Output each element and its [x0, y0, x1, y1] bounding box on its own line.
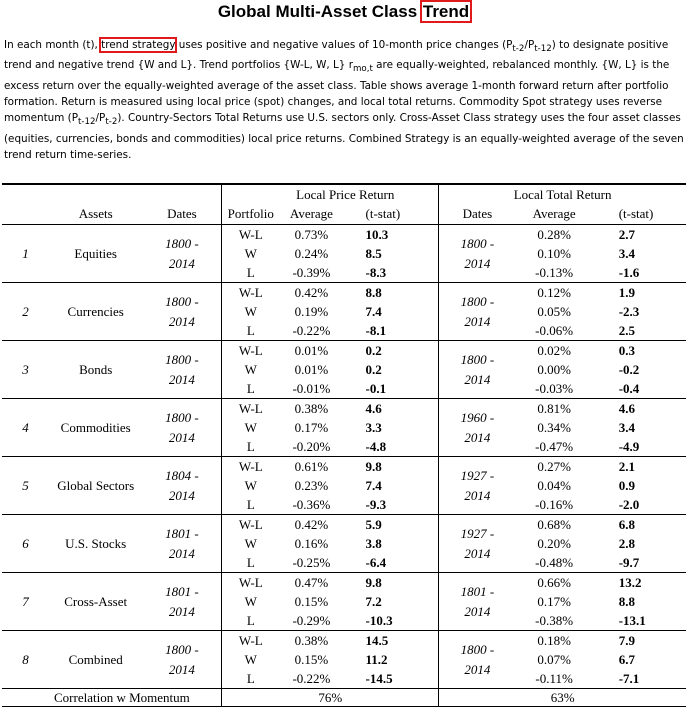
total-average: -0.48% — [535, 554, 574, 570]
price-tstat: 11.2 — [365, 651, 388, 667]
row-number: 4 — [2, 399, 49, 457]
table-row — [2, 631, 686, 651]
portfolio-label: W — [222, 418, 280, 437]
date-start: 1800 - — [165, 351, 199, 367]
asset-name: Cross-Asset — [49, 573, 143, 631]
price-average: 0.73% — [279, 225, 343, 245]
results-table — [2, 183, 686, 707]
asset-name: Bonds — [49, 341, 143, 399]
date-range — [142, 341, 221, 399]
subscript: t-2 — [105, 117, 118, 128]
total-average: -0.13% — [535, 264, 574, 280]
total-tstat: 4.6 — [593, 399, 686, 419]
total-date-range — [439, 341, 516, 399]
intro-highlight: trend strategy — [101, 39, 176, 51]
asset-name: Commodities — [49, 399, 143, 457]
table-header-row — [2, 204, 686, 225]
title-highlight: Trend — [422, 2, 470, 21]
price-tstat: -8.3 — [365, 264, 387, 280]
intro-text: In each month (t), — [4, 39, 102, 51]
portfolio-label: L — [222, 321, 280, 341]
header-tstat: (t-stat) — [365, 206, 401, 221]
price-tstat: -0.1 — [365, 380, 387, 396]
date-start: 1800 - — [460, 351, 495, 367]
total-average: 0.00% — [537, 361, 571, 377]
total-average: -0.16% — [535, 496, 574, 512]
portfolio-label: L — [222, 379, 280, 399]
total-tstat: -13.1 — [618, 612, 646, 628]
price-tstat: 5.9 — [344, 515, 439, 535]
row-number: 6 — [2, 515, 49, 573]
price-tstat: -14.5 — [365, 670, 393, 686]
date-end: 2014 — [168, 313, 195, 329]
date-end: 2014 — [464, 371, 491, 387]
header-portfolio: Portfolio — [222, 204, 280, 225]
total-average: 0.66% — [516, 573, 593, 593]
price-average: -0.01% — [292, 380, 331, 396]
table-row — [2, 399, 686, 419]
date-start: 1800 - — [165, 641, 199, 657]
correlation-price: 76% — [222, 689, 439, 707]
date-end: 2014 — [168, 487, 195, 503]
price-average: 0.47% — [279, 573, 343, 593]
total-tstat: 2.8 — [618, 535, 635, 551]
total-tstat: -2.0 — [618, 496, 640, 512]
price-average: 0.38% — [279, 399, 343, 419]
row-number: 2 — [2, 283, 49, 341]
total-average: 0.27% — [516, 457, 593, 477]
price-average: -0.20% — [292, 438, 331, 454]
total-tstat: -9.7 — [618, 554, 640, 570]
date-start: 1960 - — [460, 409, 495, 425]
total-date-range — [439, 515, 516, 573]
portfolio-label: W-L — [222, 399, 280, 419]
intro-text: uses positive and negative values of 10-month price changes (P — [175, 39, 513, 51]
date-start: 1800 - — [165, 409, 199, 425]
date-end: 2014 — [168, 603, 195, 619]
date-range — [142, 399, 221, 457]
asset-name: Combined — [49, 631, 143, 689]
date-range — [142, 631, 221, 689]
total-tstat: 2.7 — [593, 225, 686, 245]
price-average: 0.15% — [294, 651, 329, 667]
portfolio-label: W — [222, 476, 280, 495]
total-date-range — [439, 631, 516, 689]
date-range — [142, 283, 221, 341]
table-row — [2, 283, 686, 303]
row-number: 3 — [2, 341, 49, 399]
header-average-total: Average — [532, 206, 576, 221]
total-tstat: 2.1 — [593, 457, 686, 477]
row-number: 1 — [2, 225, 49, 283]
header-dates: Dates — [167, 206, 197, 221]
total-average: 0.18% — [516, 631, 593, 651]
total-average: 0.28% — [516, 225, 593, 245]
portfolio-label: W — [222, 650, 280, 669]
date-start: 1801 - — [165, 583, 199, 599]
portfolio-label: L — [222, 437, 280, 457]
correlation-total: 63% — [439, 689, 686, 707]
date-end: 2014 — [168, 661, 195, 677]
asset-name: Global Sectors — [49, 457, 143, 515]
price-tstat: 4.6 — [344, 399, 439, 419]
table-row — [2, 341, 686, 361]
total-average: 0.20% — [537, 535, 571, 551]
intro-text: are equally-weighted, rebalanced monthly. {W, L} is the excess return over the equally-weighted average of the asset class. Table shows average 1-month forward return after portfolio formation. Return is measured using local price (spot) changes, and local total returns. Commodity Spot strategy uses reverse momentum (P — [4, 59, 670, 125]
price-average: 0.16% — [294, 535, 329, 551]
total-average: 0.17% — [537, 593, 571, 609]
price-tstat: -8.1 — [365, 322, 387, 338]
portfolio-label: W-L — [222, 341, 280, 361]
date-end: 2014 — [168, 429, 195, 445]
table-row — [2, 515, 686, 535]
group-local-total: Local Total Return — [439, 184, 686, 204]
portfolio-label: W — [222, 360, 280, 379]
portfolio-label: L — [222, 669, 280, 689]
total-tstat: 7.9 — [593, 631, 686, 651]
price-average: 0.19% — [294, 303, 329, 319]
intro-text: ). Country-Sectors Total Returns use U.S. sectors only. Cross-Asset Class strategy uses the four asset classes (equities, currencies, bonds and commodities) local price returns. Combined Strategy is an equally-weighted average of the seven trend return time-series. — [4, 112, 684, 162]
header-assets: Assets — [78, 206, 113, 221]
intro-paragraph — [4, 37, 684, 163]
table-row — [2, 225, 686, 245]
date-end: 2014 — [168, 255, 195, 271]
portfolio-label: L — [222, 553, 280, 573]
title-text: Global Multi-Asset Class — [217, 2, 422, 21]
date-end: 2014 — [464, 603, 491, 619]
row-number: 8 — [2, 631, 49, 689]
date-start: 1800 - — [460, 235, 495, 251]
total-date-range — [439, 573, 516, 631]
price-tstat: 7.4 — [365, 477, 382, 493]
date-end: 2014 — [464, 545, 491, 561]
date-start: 1800 - — [165, 235, 199, 251]
correlation-row — [2, 689, 686, 707]
price-average: -0.39% — [292, 264, 331, 280]
date-start: 1801 - — [460, 583, 495, 599]
date-range — [142, 573, 221, 631]
price-tstat: 14.5 — [344, 631, 439, 651]
page-title — [0, 2, 688, 22]
price-average: 0.15% — [294, 593, 329, 609]
total-tstat: 0.3 — [593, 341, 686, 361]
price-average: -0.36% — [292, 496, 331, 512]
total-tstat: 6.7 — [618, 651, 635, 667]
price-tstat: 7.2 — [365, 593, 382, 609]
total-average: 0.34% — [537, 419, 571, 435]
date-start: 1927 - — [460, 467, 495, 483]
price-tstat: 0.2 — [365, 361, 382, 377]
date-range — [142, 225, 221, 283]
date-end: 2014 — [464, 429, 491, 445]
portfolio-label: L — [222, 611, 280, 631]
date-end: 2014 — [464, 487, 491, 503]
table-group-header-row — [2, 184, 686, 204]
row-number: 7 — [2, 573, 49, 631]
price-average: 0.61% — [279, 457, 343, 477]
subscript: mo,t — [353, 64, 373, 75]
asset-name: U.S. Stocks — [49, 515, 143, 573]
price-average: 0.17% — [294, 419, 329, 435]
date-start: 1804 - — [165, 467, 199, 483]
price-average: 0.01% — [294, 361, 329, 377]
total-average: 0.04% — [537, 477, 571, 493]
price-tstat: 9.8 — [344, 457, 439, 477]
portfolio-label: W-L — [222, 457, 280, 477]
price-average: 0.24% — [294, 245, 329, 261]
date-start: 1801 - — [165, 525, 199, 541]
row-number: 5 — [2, 457, 49, 515]
total-average: 0.12% — [516, 283, 593, 303]
date-start: 1800 - — [460, 641, 495, 657]
asset-name: Currencies — [49, 283, 143, 341]
price-tstat: -10.3 — [365, 612, 393, 628]
total-average: -0.06% — [535, 322, 574, 338]
price-average: 0.01% — [279, 341, 343, 361]
date-end: 2014 — [464, 255, 491, 271]
total-average: 0.02% — [516, 341, 593, 361]
portfolio-label: W — [222, 302, 280, 321]
total-date-range — [439, 457, 516, 515]
date-start: 1927 - — [460, 525, 495, 541]
header-dates-total: Dates — [439, 204, 516, 225]
price-tstat: -6.4 — [365, 554, 387, 570]
total-average: 0.68% — [516, 515, 593, 535]
total-tstat: -7.1 — [618, 670, 640, 686]
price-tstat: 3.3 — [365, 419, 382, 435]
date-range — [142, 515, 221, 573]
total-average: 0.81% — [516, 399, 593, 419]
price-tstat: 7.4 — [365, 303, 382, 319]
total-tstat: 0.9 — [618, 477, 635, 493]
total-tstat: 3.4 — [618, 419, 635, 435]
price-tstat: 8.5 — [365, 245, 382, 261]
total-date-range — [439, 225, 516, 283]
portfolio-label: W — [222, 244, 280, 263]
subscript: t-12 — [534, 44, 552, 55]
date-end: 2014 — [464, 661, 491, 677]
portfolio-label: L — [222, 495, 280, 515]
total-tstat: 1.9 — [593, 283, 686, 303]
total-tstat: 6.8 — [593, 515, 686, 535]
total-average: 0.05% — [537, 303, 571, 319]
total-tstat: -0.2 — [618, 361, 640, 377]
price-average: 0.42% — [279, 515, 343, 535]
price-tstat: 10.3 — [344, 225, 439, 245]
total-tstat: 13.2 — [593, 573, 686, 593]
total-average: -0.47% — [535, 438, 574, 454]
table-row — [2, 573, 686, 593]
price-average: -0.22% — [292, 322, 331, 338]
asset-name: Equities — [49, 225, 143, 283]
date-end: 2014 — [168, 545, 195, 561]
total-date-range — [439, 283, 516, 341]
portfolio-label: W-L — [222, 515, 280, 535]
date-end: 2014 — [168, 371, 195, 387]
intro-text: /P — [95, 112, 106, 125]
intro-text: /P — [524, 39, 535, 51]
total-tstat: -1.6 — [618, 264, 640, 280]
subscript: t-2 — [512, 44, 525, 55]
group-local-price: Local Price Return — [222, 184, 439, 204]
date-start: 1800 - — [165, 293, 199, 309]
total-tstat: 8.8 — [618, 593, 635, 609]
total-tstat: 3.4 — [618, 245, 635, 261]
portfolio-label: W-L — [222, 573, 280, 593]
date-end: 2014 — [464, 313, 491, 329]
portfolio-label: W-L — [222, 225, 280, 245]
portfolio-label: W — [222, 534, 280, 553]
price-average: -0.25% — [292, 554, 331, 570]
portfolio-label: W-L — [222, 283, 280, 303]
total-tstat: -4.9 — [618, 438, 640, 454]
portfolio-label: W-L — [222, 631, 280, 651]
price-average: 0.38% — [279, 631, 343, 651]
price-tstat: 8.8 — [344, 283, 439, 303]
subscript: t-12 — [77, 117, 96, 128]
total-tstat: -0.4 — [618, 380, 640, 396]
price-tstat: 3.8 — [365, 535, 382, 551]
price-average: -0.29% — [292, 612, 331, 628]
price-average: 0.23% — [294, 477, 329, 493]
total-date-range — [439, 399, 516, 457]
price-tstat: 0.2 — [344, 341, 439, 361]
portfolio-label: L — [222, 263, 280, 283]
price-average: 0.42% — [279, 283, 343, 303]
total-average: 0.10% — [537, 245, 571, 261]
total-average: -0.03% — [535, 380, 574, 396]
intro-text: ) to designate positive trend and negative trend {W and L}. Trend portfolios {W-L, W, L} r — [4, 39, 669, 72]
total-average: -0.38% — [535, 612, 574, 628]
total-tstat: 2.5 — [618, 322, 635, 338]
total-average: 0.07% — [537, 651, 571, 667]
portfolio-label: W — [222, 592, 280, 611]
price-tstat: -4.8 — [365, 438, 387, 454]
table-row — [2, 457, 686, 477]
total-tstat: -2.3 — [618, 303, 640, 319]
correlation-label: Correlation w Momentum — [2, 689, 222, 707]
date-start: 1800 - — [460, 293, 495, 309]
price-tstat: -9.3 — [365, 496, 387, 512]
date-range — [142, 457, 221, 515]
header-average: Average — [289, 206, 333, 221]
total-average: -0.11% — [535, 670, 573, 686]
price-tstat: 9.8 — [344, 573, 439, 593]
price-average: -0.22% — [292, 670, 331, 686]
header-tstat-total: (t-stat) — [618, 206, 654, 221]
